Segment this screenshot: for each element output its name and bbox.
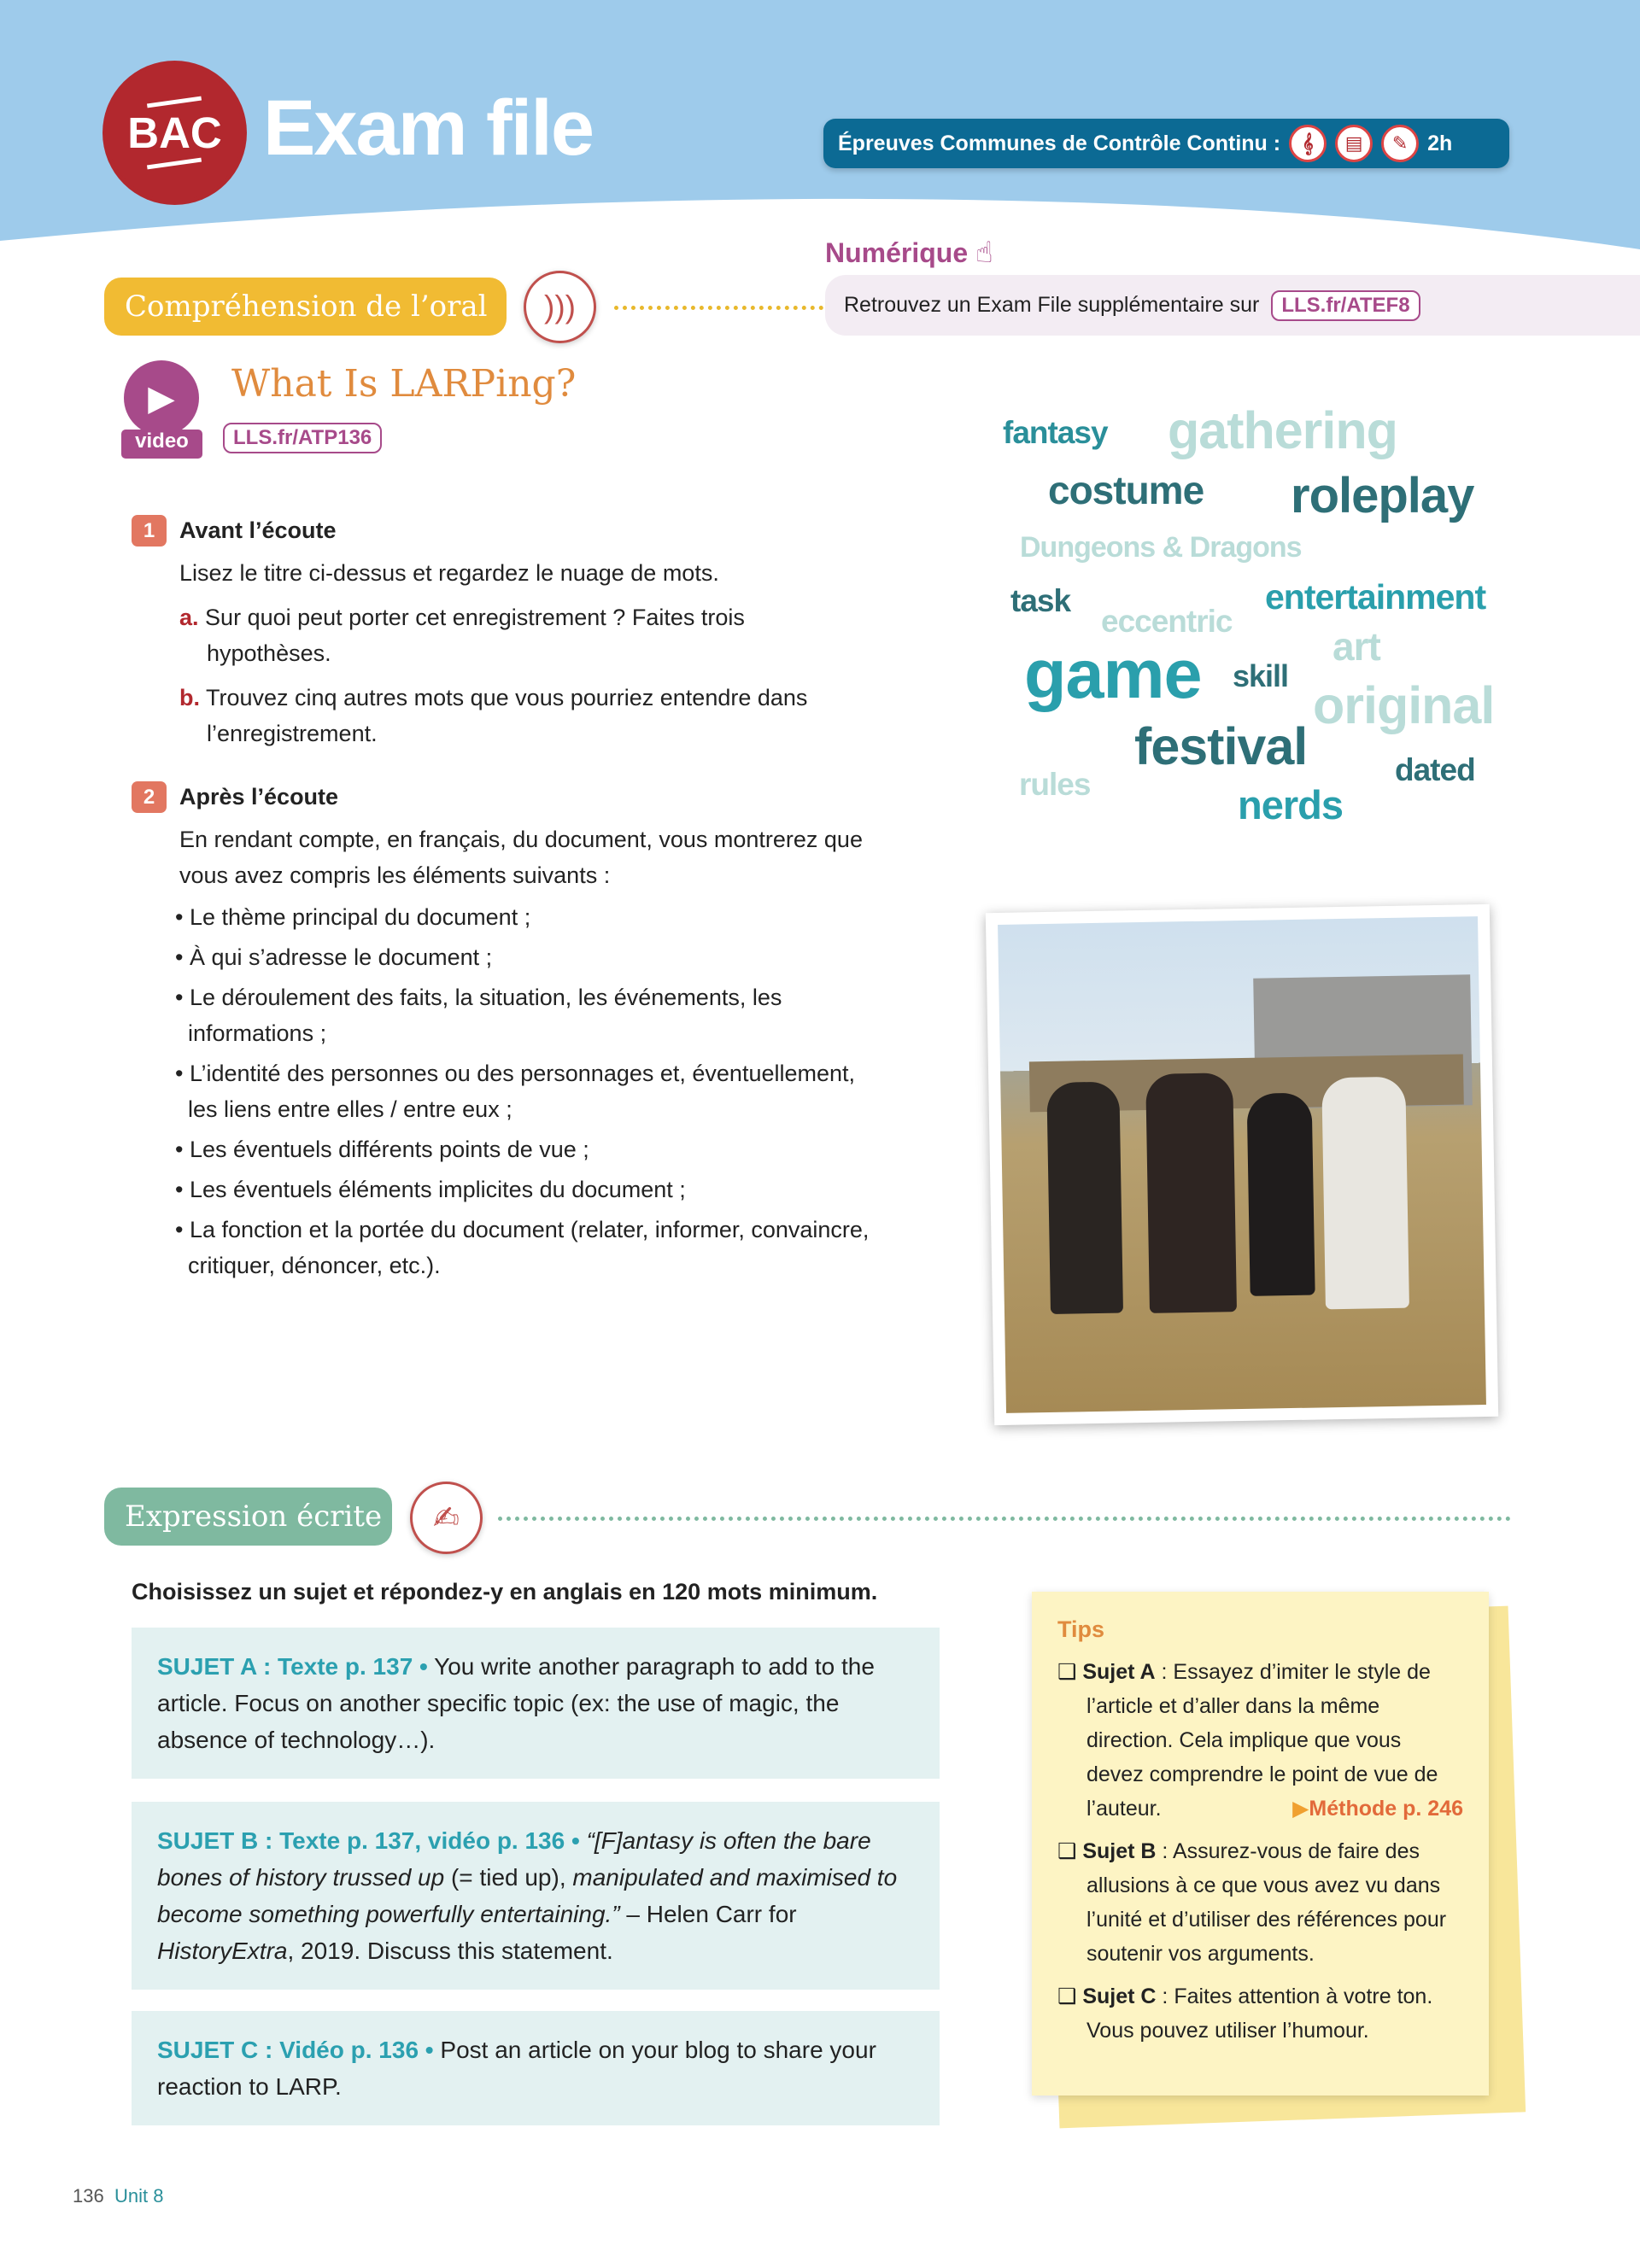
word: Dungeons & Dragons: [1020, 531, 1302, 564]
photo-image: [998, 916, 1486, 1413]
list-item: • Le déroulement des faits, la situation, les événements, les informations ;: [173, 979, 870, 1051]
ecc-duration: 2h: [1427, 131, 1453, 155]
checkbox-icon: ❑: [1057, 1984, 1083, 2008]
book-icon: ▤: [1335, 125, 1373, 162]
writing-instruction: Choisissez un sujet et répondez-y en anglais en 120 mots minimum.: [132, 1579, 878, 1605]
unit-label: Unit 8: [114, 2185, 164, 2207]
ear-icon: ))): [524, 271, 596, 343]
atef8-link[interactable]: LLS.fr/ATEF8: [1271, 290, 1420, 321]
video-title: What Is LARPing?: [231, 362, 577, 406]
ear-icon: 𝄞: [1289, 125, 1327, 162]
checkbox-icon: ❑: [1057, 1839, 1083, 1863]
methode-link[interactable]: ▶Méthode p. 246: [1292, 1797, 1463, 1821]
triangle-icon: ▶: [1292, 1797, 1309, 1821]
list-item: • Les éventuels éléments implicites du document ;: [173, 1172, 870, 1207]
word: game: [1024, 636, 1202, 713]
word: task: [1010, 583, 1071, 618]
list-item: • Les éventuels différents points de vue ;: [173, 1131, 870, 1167]
tip-item: ❑ Sujet B : Assurez-vous de faire des allusions à ce que vous avez vu dans l’unité et d’utiliser des références pour soutenir vos arguments.: [1057, 1839, 1447, 1966]
checkbox-icon: ❑: [1057, 1660, 1083, 1684]
list-item: • À qui s’adresse le document ;: [173, 939, 870, 975]
larp-photo: [986, 904, 1498, 1425]
word: dated: [1395, 752, 1475, 787]
dotted-divider: [614, 306, 823, 310]
list-item: • L’identité des personnes ou des personnages et, éventuellement, les liens entre elles / entre eux ;: [173, 1055, 870, 1127]
tip-item: ❑ Sujet C : Faites attention à votre ton. Vous pouvez utiliser l’humour.: [1057, 1984, 1433, 2043]
video-label: video: [121, 430, 202, 459]
tips-box: [1032, 1592, 1489, 2096]
numerique-label: [825, 236, 993, 270]
question-a: a. Sur quoi peut porter cet enregistrement ? Faites trois hypothèses.: [179, 605, 745, 666]
person-shape: [1247, 1093, 1315, 1296]
section-oral-label: Compréhension de l’oral: [104, 278, 507, 336]
person-shape: [1321, 1077, 1409, 1310]
word: original: [1313, 676, 1495, 734]
word: nerds: [1238, 782, 1343, 827]
page-title: Exam file: [263, 85, 593, 172]
word: festival: [1134, 717, 1308, 775]
word: gathering: [1168, 401, 1397, 459]
word: roleplay: [1291, 468, 1474, 523]
word: costume: [1048, 468, 1204, 512]
person-shape: [1046, 1081, 1123, 1313]
page-number: 136: [73, 2185, 104, 2207]
step-title: Après l’écoute: [179, 784, 339, 810]
list-item: • Le thème principal du document ;: [173, 899, 870, 935]
step-intro: Lisez le titre ci-dessus et regardez le nuage de mots.: [179, 560, 719, 586]
atp136-link[interactable]: LLS.fr/ATP136: [223, 423, 382, 453]
step-title: Avant l’écoute: [179, 517, 337, 543]
bac-badge: BAC: [107, 65, 243, 201]
hand-pointer-icon: ☝: [975, 237, 993, 269]
numerique-text: Numérique: [825, 237, 969, 268]
question-b: b. Trouvez cinq autres mots que vous pourriez entendre dans l’enregistrement.: [179, 685, 808, 746]
step2: [132, 781, 870, 1288]
word: art: [1332, 624, 1380, 669]
word: entertainment: [1265, 577, 1486, 617]
section-ecrit-label: Expression écrite: [104, 1488, 392, 1546]
pen-icon: ✎: [1381, 125, 1419, 162]
writing-hand-icon: ✍: [410, 1482, 483, 1554]
ecc-banner: [823, 119, 1509, 168]
step-intro: En rendant compte, en français, du document, vous montrerez que vous avez compris les éléments suivants :: [179, 827, 863, 888]
sujet-c: SUJET C : Vidéo p. 136 • Post an article on your blog to share your reaction to LARP.: [132, 2011, 940, 2125]
list-item: • La fonction et la portée du document (relater, informer, convaincre, critiquer, dénoncer, etc.).: [173, 1212, 870, 1283]
step1: [132, 515, 870, 751]
numerique-box: [825, 275, 1640, 336]
word: eccentric: [1101, 604, 1233, 639]
word-cloud: [984, 398, 1505, 846]
person-shape: [1145, 1073, 1237, 1313]
word: skill: [1233, 658, 1289, 693]
ecc-label: Épreuves Communes de Contrôle Continu :: [838, 131, 1281, 155]
dotted-divider: [498, 1517, 1511, 1521]
tips-title: Tips: [1057, 1616, 1105, 1642]
page-footer: [73, 2185, 163, 2207]
sujet-a: SUJET A : Texte p. 137 • You write another paragraph to add to the article. Focus on another specific topic (ex: the use of magic, the absence of technology…).: [132, 1628, 940, 1779]
word: rules: [1019, 767, 1091, 802]
video-button[interactable]: [121, 360, 202, 462]
tip-item: ❑ Sujet A : Essayez d’imiter le style de l’article et d’aller dans la même direction. Cela implique que vous devez comprendre le point de vue de l’auteur. ▶Méthode p. 246: [1057, 1655, 1463, 1826]
step-number: 1: [132, 515, 167, 547]
sujet-b: SUJET B : Texte p. 137, vidéo p. 136 • “[F]antasy is often the bare bones of history trussed up (= tied up), manipulated and maximised to become something powerfully entertaining.” – Helen Carr for HistoryExtra, 2019. Discuss this statement.: [132, 1802, 940, 1990]
criteria-list: [173, 899, 870, 1283]
numerique-text: Retrouvez un Exam File supplémentaire sur: [844, 293, 1260, 317]
word: fantasy: [1003, 415, 1108, 450]
step-number: 2: [132, 781, 167, 813]
play-icon: ▶: [124, 360, 199, 435]
